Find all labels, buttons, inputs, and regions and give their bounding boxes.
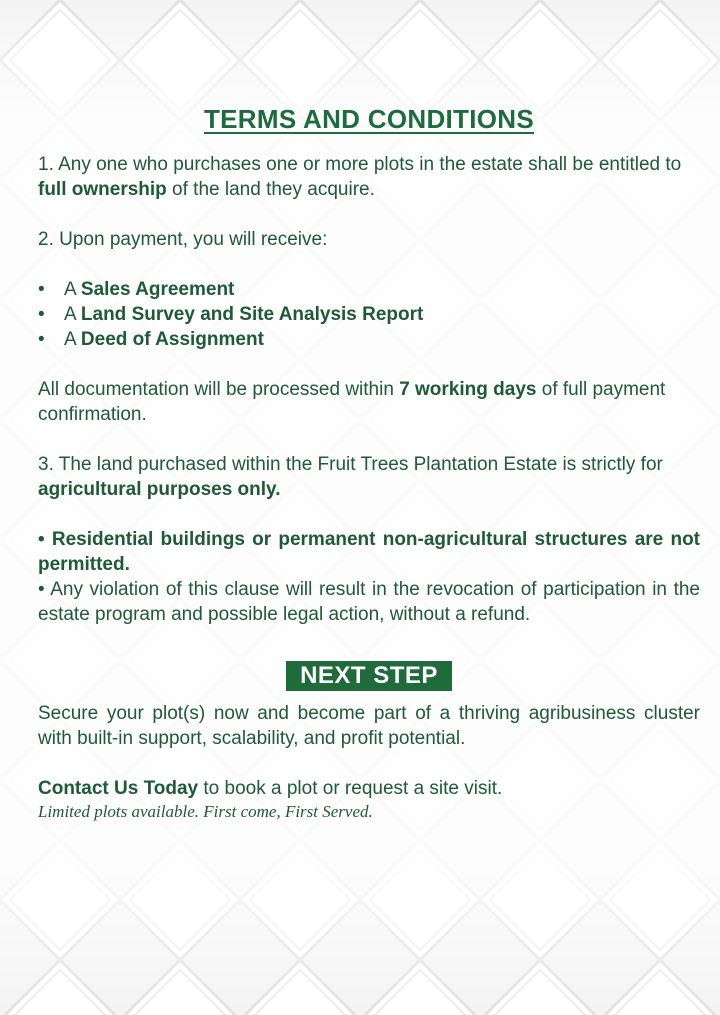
clause-3-bullet-residential — [38, 527, 700, 577]
next-step-badge: NEXT STEP — [286, 661, 452, 691]
bullet-icon: • — [38, 304, 45, 325]
list-item-prefix: A — [64, 304, 81, 325]
list-item — [38, 277, 700, 302]
list-item-label: Sales Agreement — [80, 279, 235, 300]
list-item — [38, 302, 700, 327]
list-item-label: Land Survey and Site Analysis Report — [80, 304, 424, 325]
list-item-prefix: A — [64, 329, 81, 350]
bullet-icon: • — [38, 329, 45, 350]
documentation-days: 7 working days — [399, 379, 537, 400]
page-title: TERMS AND CONDITIONS — [203, 104, 535, 134]
contact-text: to book a plot or request a site visit. — [198, 778, 503, 799]
documents-list — [38, 277, 700, 352]
next-step-header — [38, 661, 700, 691]
availability-note: Limited plots available. First come, First Served. — [38, 802, 373, 821]
clause-2-intro: 2. Upon payment, you will receive: — [38, 229, 328, 250]
next-step-text: Secure your plot(s) now and become part of a thriving agribusiness cluster with built-in support, scalability, and profit potential. — [38, 703, 700, 749]
clause-3-bullet-violation: • Any violation of this clause will result in the revocation of participation in the estate program and possible legal action, without a refund. — [38, 579, 700, 625]
list-item — [38, 327, 700, 352]
clause-3 — [38, 452, 700, 502]
documentation-timeline — [38, 377, 700, 427]
documentation-end: of full payment confirmation. — [38, 379, 666, 425]
contact-bold: Contact Us Today — [38, 778, 199, 799]
residential-restriction: • Residential buildings or permanent non-agricultural structures are not permitted. — [38, 529, 700, 575]
list-item-label: Deed of Assignment — [80, 329, 264, 350]
bullet-icon: • — [38, 279, 45, 300]
clause-3-text: 3. The land purchased within the Fruit Trees Plantation Estate is strictly for — [38, 454, 663, 475]
clause-1-bold: full ownership — [38, 179, 167, 200]
clause-1-text: 1. Any one who purchases one or more plots in the estate shall be entitled to — [38, 154, 682, 175]
list-item-prefix: A — [64, 279, 81, 300]
terms-document — [38, 102, 700, 823]
contact-line — [38, 776, 700, 801]
clause-1 — [38, 152, 700, 202]
clause-3-bold: agricultural purposes only. — [38, 479, 281, 500]
clause-1-end: of the land they acquire. — [166, 179, 375, 200]
documentation-text: All documentation will be processed within — [38, 379, 400, 400]
